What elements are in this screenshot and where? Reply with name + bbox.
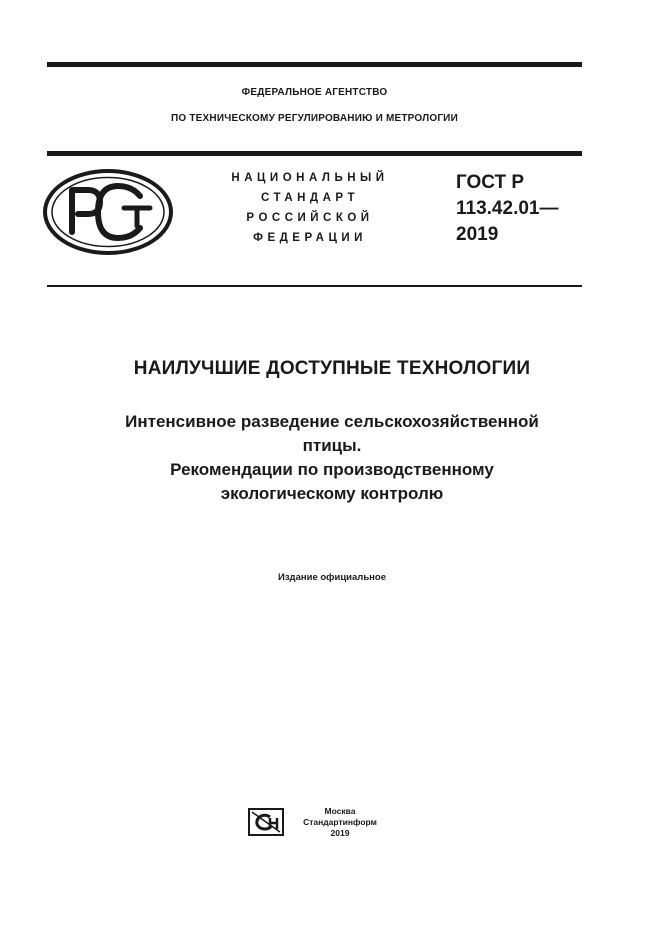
publisher-city: Москва <box>324 806 356 816</box>
agency-name-line2: ПО ТЕХНИЧЕСКОМУ РЕГУЛИРОВАНИЮ И МЕТРОЛОГИИ <box>171 113 458 124</box>
standard-type-line1: НАЦИОНАЛЬНЫЙ <box>231 172 389 184</box>
lower-rule <box>47 285 582 287</box>
standard-type-line2: СТАНДАРТ <box>261 192 359 204</box>
standartinform-logo-icon <box>248 808 284 836</box>
gost-number-line1: ГОСТ Р <box>456 172 525 193</box>
top-rule <box>47 62 582 67</box>
gost-number-line2: 113.42.01— <box>456 198 559 219</box>
rst-emblem-icon <box>42 168 174 256</box>
subtitle-line3: Рекомендации по производственному <box>170 460 494 479</box>
subtitle-line1: Интенсивное разведение сельскохозяйственной <box>125 412 539 431</box>
edition-label: Издание официальное <box>278 572 386 583</box>
subtitle-line4: экологическому контролю <box>220 484 444 503</box>
gost-number-line3: 2019 <box>456 224 499 245</box>
publisher-name: Стандартинформ <box>303 817 377 827</box>
document-title: НАИЛУЧШИЕ ДОСТУПНЫЕ ТЕХНОЛОГИИ <box>133 358 531 379</box>
standard-type-block <box>210 168 410 248</box>
agency-name-line1: ФЕДЕРАЛЬНОЕ АГЕНТСТВО <box>241 87 388 98</box>
document-subtitle <box>47 410 617 506</box>
gost-number-block <box>456 170 558 248</box>
publisher-year: 2019 <box>330 828 350 838</box>
subtitle-line2: птицы. <box>302 436 362 455</box>
standard-type-line4: ФЕДЕРАЦИИ <box>253 232 367 244</box>
middle-rule <box>47 151 582 156</box>
publisher-block <box>290 806 390 839</box>
standard-type-line3: РОССИЙСКОЙ <box>246 212 374 224</box>
